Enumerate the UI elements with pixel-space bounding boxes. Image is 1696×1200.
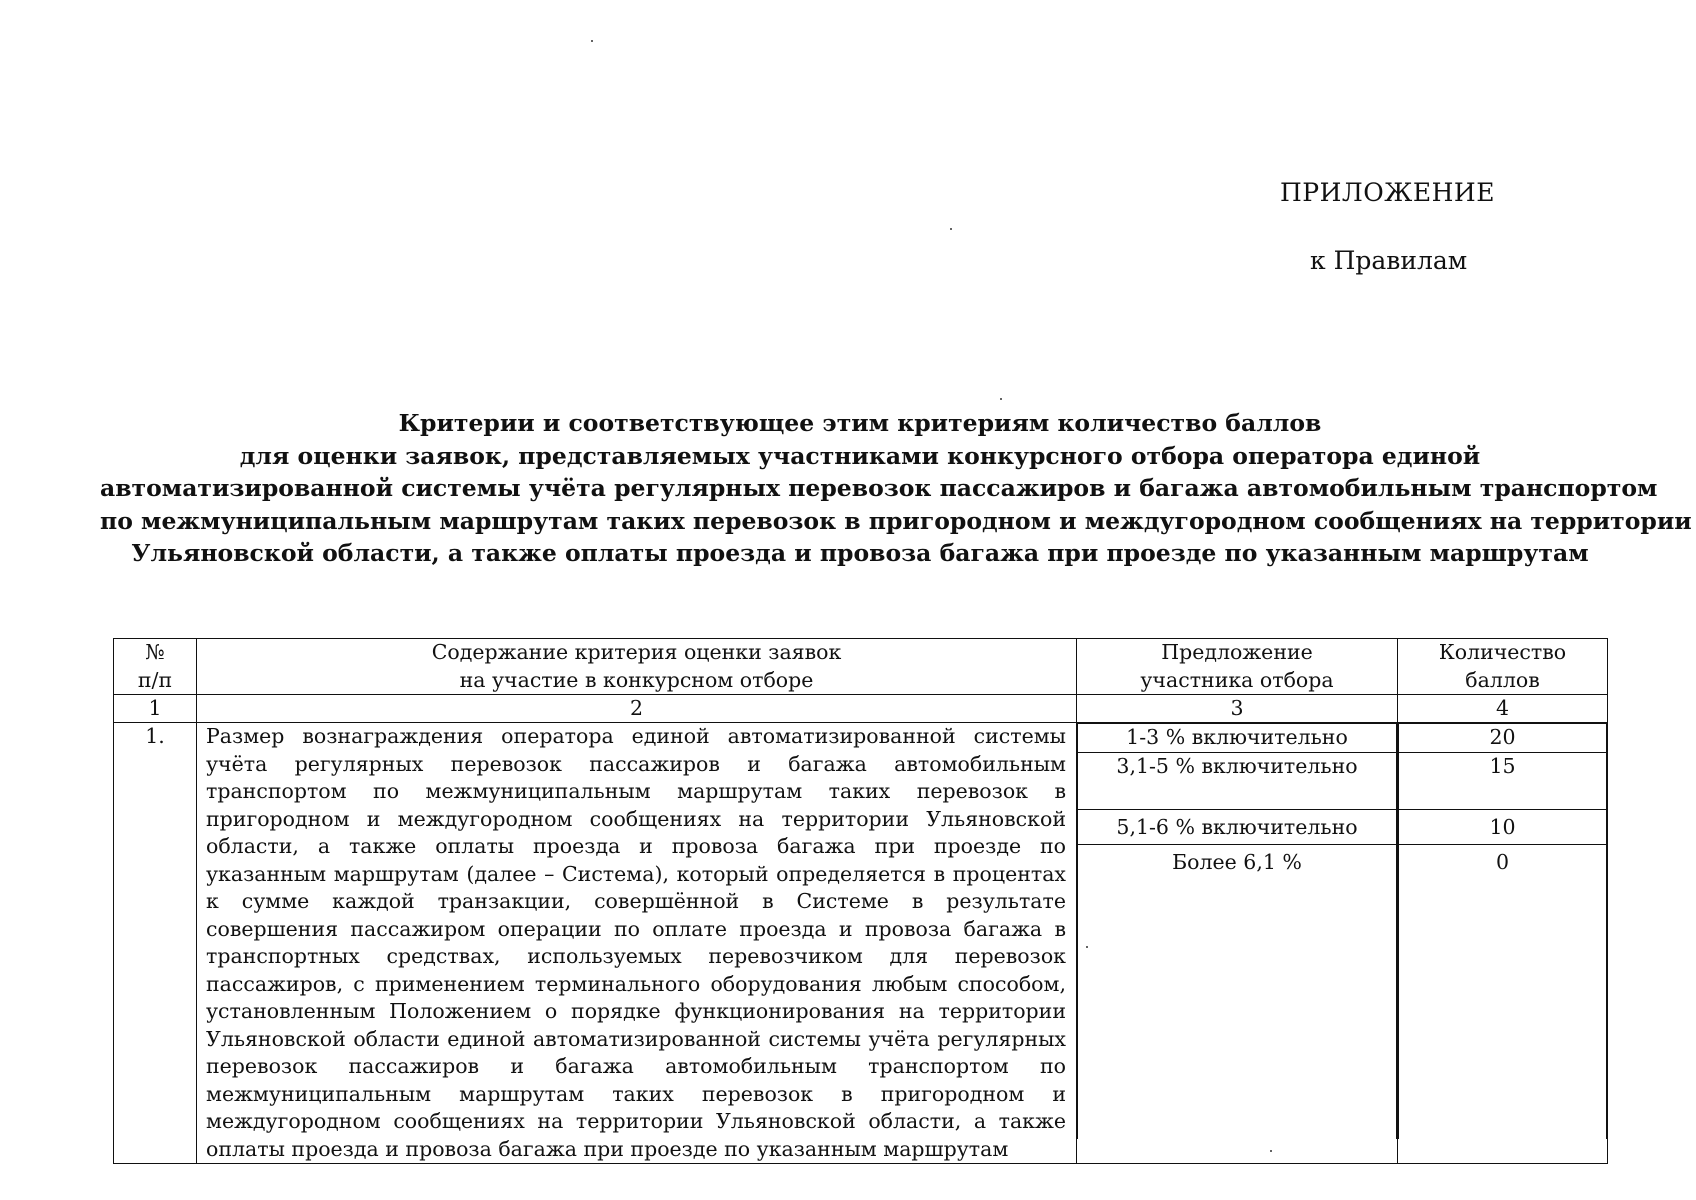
header-content-line2: на участие в конкурсном отборе (459, 667, 814, 692)
column-number: 1 (114, 695, 197, 723)
scan-speck (1086, 946, 1088, 948)
scan-speck (591, 40, 593, 42)
annex-title: ПРИЛОЖЕНИЕ (1280, 178, 1495, 207)
header-num-line2: п/п (137, 667, 173, 692)
header-content (197, 639, 1077, 695)
heading-line: Критерии и соответствующее этим критериям количество баллов (398, 409, 1322, 437)
heading-line: для оценки заявок, представляемых участниками конкурсного отбора оператора единой (239, 441, 1481, 470)
criterion-description: Размер вознаграждения оператора единой автоматизированной системы учёта регулярных перевозок пассажиров и багажа автомобильным транспортом по межмуниципальным маршрутам таких перевозок в пригородном и междугородном сообщениях на территории Ульяновской области, а также оплаты проезда и провоза багажа при проезде по указанным маршрутам (далее – Система), который определяется в процентах к сумме каждой транзакции, совершённой в Системе в результате совершения пассажиром операции по оплате проезда и провоза багажа в транспортных средствах, используемых перевозчиком для перевозок пассажиров, с применением терминального оборудования любым способом, установленным Положением о порядке функционирования на территории Ульяновской области единой автоматизированной системы учёта регулярных перевозок пассажиров и багажа автомобильным транспортом по межмуниципальным маршрутам таких перевозок в пригородном и междугородном сообщениях на территории Ульяновской области, а также оплаты проезда и провоза багажа при проезде по указанным маршрутам (197, 723, 1077, 1164)
header-points-line2: баллов (1465, 667, 1540, 692)
header-offer (1077, 639, 1398, 695)
annex-subtitle: к Правилам (1310, 246, 1468, 275)
header-points-line1: Количество (1438, 640, 1567, 664)
points-options (1398, 723, 1607, 1139)
header-offer-line1: Предложение (1161, 640, 1313, 664)
scan-speck (1270, 1150, 1272, 1152)
scan-speck (950, 228, 952, 230)
header-num-line1: № (145, 640, 165, 664)
offer-cell (1077, 723, 1398, 1164)
column-number: 3 (1077, 695, 1398, 723)
header-offer-line2: участника отбора (1140, 667, 1334, 692)
offer-option: 3,1-5 % включительно (1078, 753, 1397, 810)
document-heading (100, 407, 1692, 570)
points-value: 10 (1399, 810, 1607, 845)
heading-line: Ульяновской области, а также оплаты проезда и провоза багажа при проезде по указанным маршрутам (131, 539, 1589, 567)
points-cell (1398, 723, 1608, 1164)
header-points (1398, 639, 1608, 695)
header-num (114, 639, 197, 695)
offer-options (1077, 723, 1397, 1139)
criteria-table (113, 638, 1608, 1164)
offer-option: 1-3 % включительно (1078, 724, 1397, 753)
scan-speck (1000, 398, 1002, 400)
table-row (114, 723, 1608, 1164)
offer-option: 5,1-6 % включительно (1078, 810, 1397, 845)
table-header-row (114, 639, 1608, 695)
points-value: 20 (1399, 724, 1607, 753)
heading-line: автоматизированной системы учёта регулярных перевозок пассажиров и багажа автомобильным транспортом (100, 474, 1658, 502)
header-content-line1: Содержание критерия оценки заявок (431, 640, 842, 664)
heading-line: по межмуниципальным маршрутам таких перевозок в пригородном и междугородном сообщениях на территории (100, 506, 1692, 535)
column-number-row (114, 695, 1608, 723)
offer-option: Более 6,1 % (1078, 845, 1397, 1140)
column-number: 4 (1398, 695, 1608, 723)
points-value: 15 (1399, 753, 1607, 810)
column-number: 2 (197, 695, 1077, 723)
points-value: 0 (1399, 845, 1607, 1140)
row-number: 1. (114, 723, 197, 1164)
